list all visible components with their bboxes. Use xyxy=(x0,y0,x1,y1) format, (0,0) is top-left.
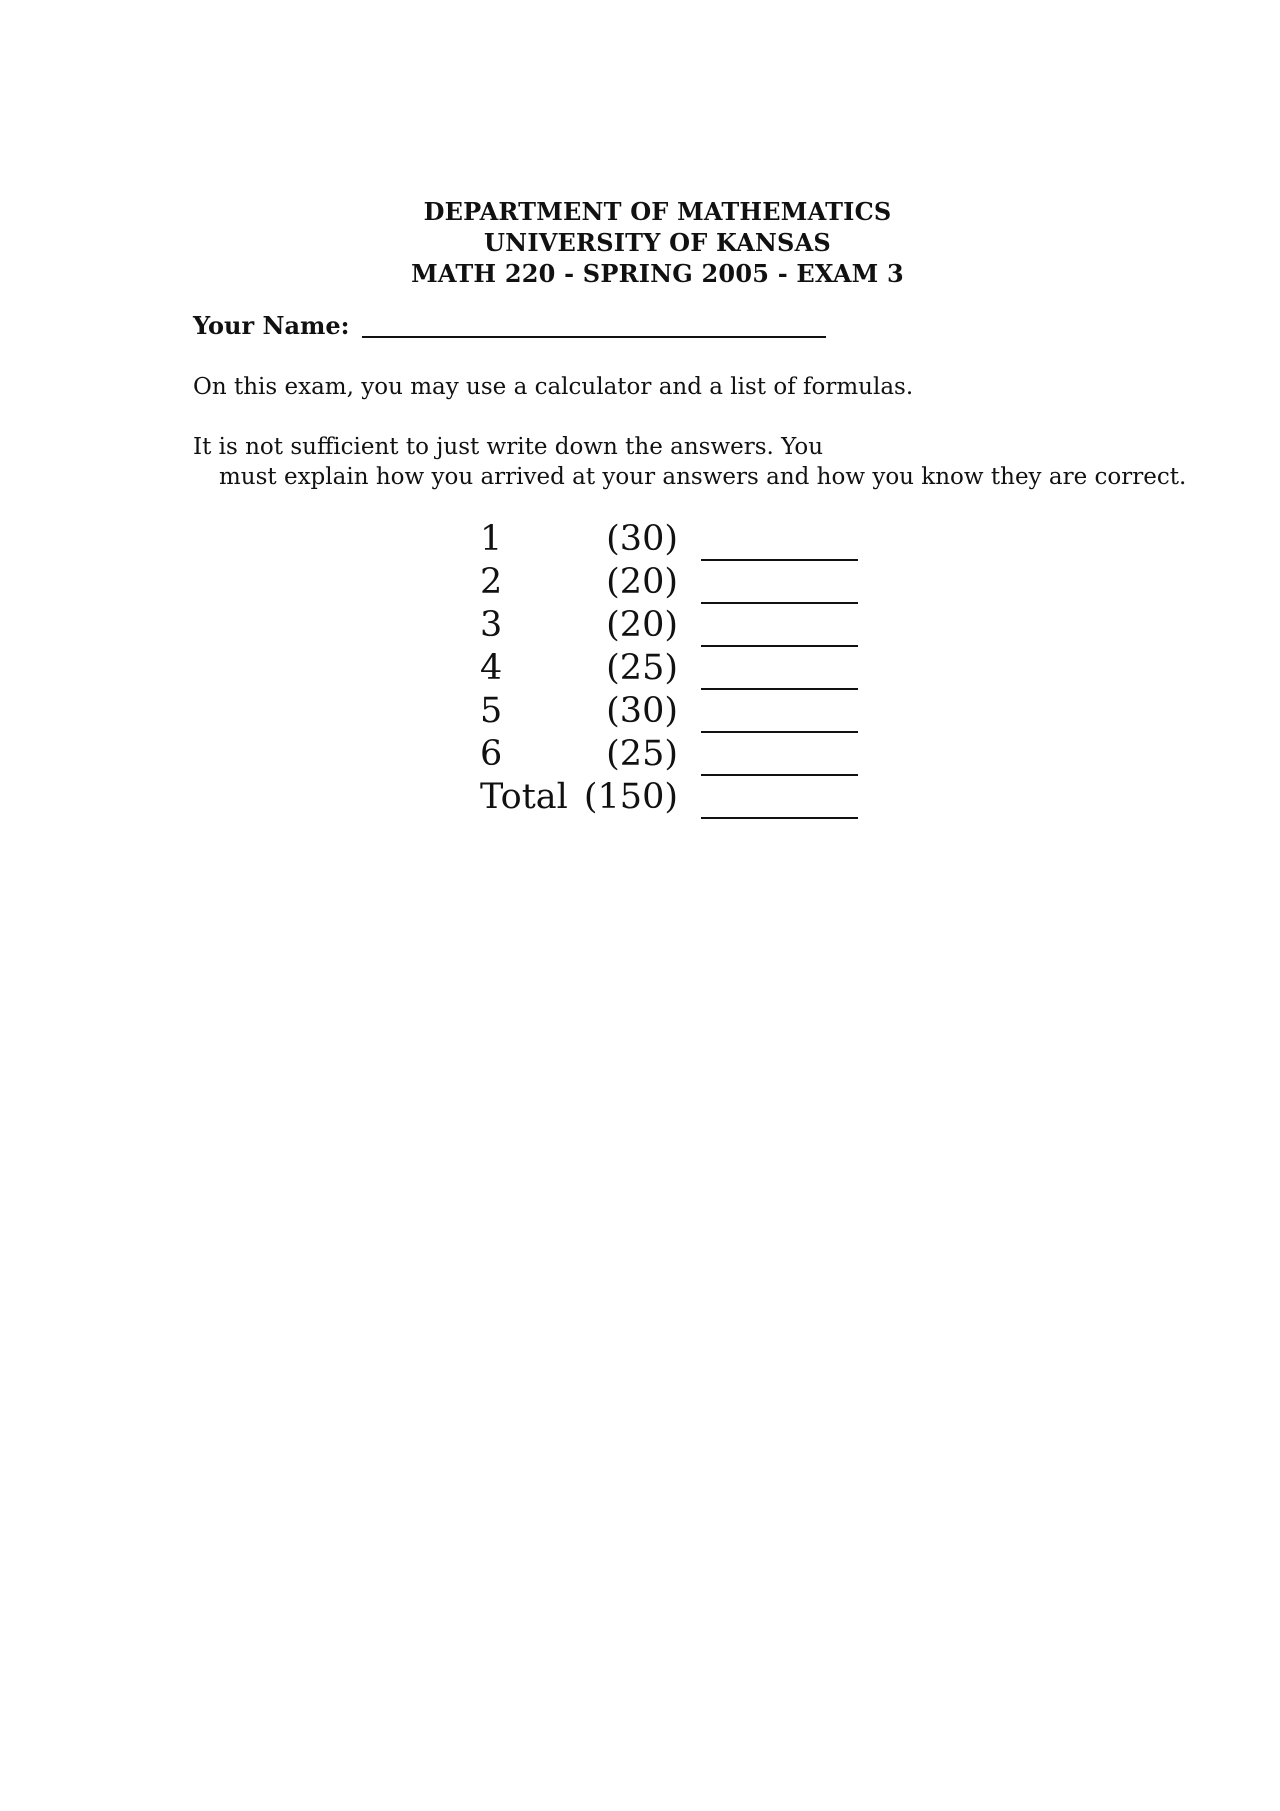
total-label: Total xyxy=(480,777,568,817)
score-blank[interactable] xyxy=(701,594,858,604)
score-blank[interactable] xyxy=(701,723,858,733)
question-points: (25) xyxy=(606,648,678,688)
question-points: (20) xyxy=(606,562,678,602)
score-row xyxy=(480,604,858,647)
question-points: (30) xyxy=(606,691,678,731)
question-number: 6 xyxy=(480,734,503,774)
score-row xyxy=(480,733,858,776)
question-points: (20) xyxy=(606,605,678,645)
instructions-explain-line1: It is not sufficient to just write down the answers. You xyxy=(193,434,824,460)
instructions-calculator: On this exam, you may use a calculator and a list of formulas. xyxy=(193,374,914,400)
question-number: 2 xyxy=(480,562,503,602)
total-points: (150) xyxy=(583,777,678,817)
score-row xyxy=(480,647,858,690)
exam-header xyxy=(0,196,1280,289)
score-blank[interactable] xyxy=(701,766,858,776)
question-number: 1 xyxy=(480,519,503,559)
question-points: (25) xyxy=(606,734,678,774)
score-row xyxy=(480,690,858,733)
university-title: UNIVERSITY OF KANSAS xyxy=(484,228,831,257)
exam-title: MATH 220 - SPRING 2005 - EXAM 3 xyxy=(411,259,904,288)
name-field[interactable] xyxy=(362,336,826,338)
question-number: 4 xyxy=(480,648,503,688)
score-blank[interactable] xyxy=(701,551,858,561)
instructions-explain-line2: must explain how you arrived at your answers and how you know they are correct. xyxy=(219,464,1187,490)
score-table xyxy=(480,518,858,819)
question-number: 5 xyxy=(480,691,503,731)
score-row xyxy=(480,561,858,604)
score-row-total xyxy=(480,776,858,819)
question-points: (30) xyxy=(606,519,678,559)
score-blank[interactable] xyxy=(701,637,858,647)
question-number: 3 xyxy=(480,605,503,645)
score-row xyxy=(480,518,858,561)
total-score-blank[interactable] xyxy=(701,809,858,819)
department-title: DEPARTMENT OF MATHEMATICS xyxy=(423,197,892,226)
name-label: Your Name: xyxy=(193,311,350,340)
score-blank[interactable] xyxy=(701,680,858,690)
instructions-explain xyxy=(193,432,1186,492)
